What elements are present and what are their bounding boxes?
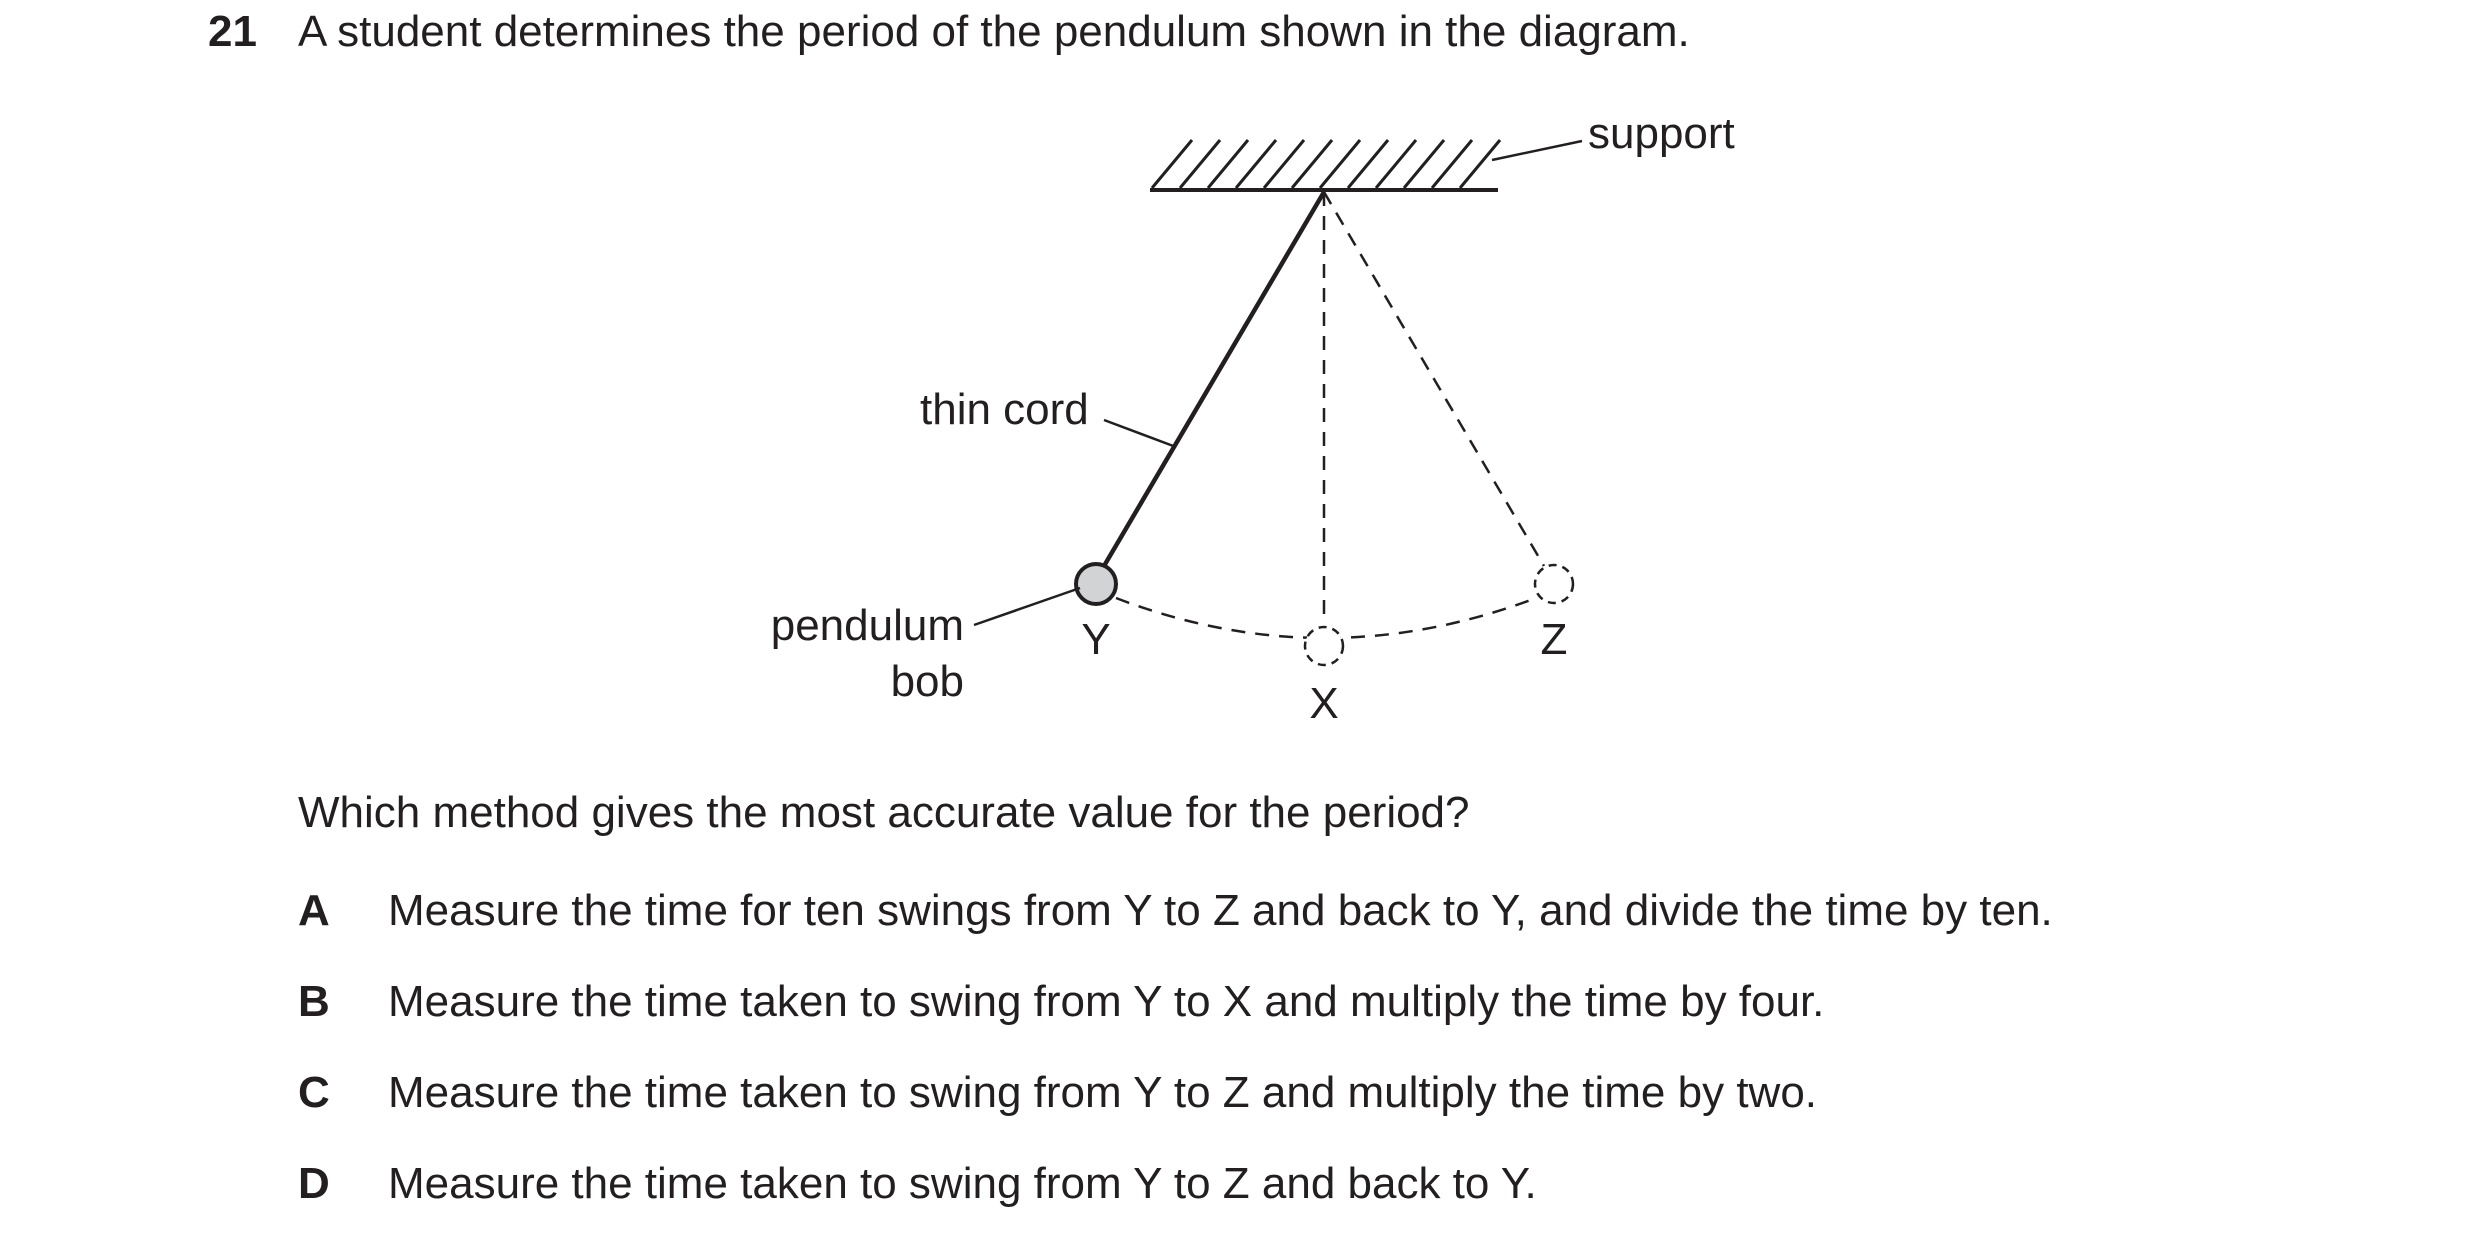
- thin-cord: [1104, 192, 1324, 566]
- support-hatching: [1152, 140, 1500, 188]
- question-stem: A student determines the period of the pendulum shown in the diagram.: [298, 7, 1690, 56]
- support-label: support: [1588, 109, 1735, 158]
- option-letter: A: [298, 886, 330, 935]
- question-number: 21: [208, 7, 257, 56]
- position-z-label: Z: [1540, 615, 1568, 664]
- thin-cord-label: thin cord: [920, 385, 1089, 434]
- option-letter: D: [298, 1159, 330, 1208]
- option-c[interactable]: [298, 1065, 1817, 1121]
- cord-to-z-dashed: [1324, 192, 1544, 566]
- option-letter: C: [298, 1068, 330, 1117]
- option-text: Measure the time taken to swing from Y to Z and back to Y.: [388, 1159, 1537, 1208]
- thin-cord-leader-line: [1104, 420, 1176, 447]
- support-leader-line: [1492, 141, 1582, 160]
- option-a[interactable]: [298, 883, 2053, 939]
- bob-position-x: [1305, 627, 1343, 665]
- option-text: Measure the time taken to swing from Y to X and multiply the time by four.: [388, 977, 1825, 1026]
- position-y-label: Y: [1081, 615, 1111, 664]
- pendulum-bob-label-line1: pendulum: [770, 601, 964, 650]
- pendulum-bob-leader-line: [974, 588, 1080, 625]
- bob-position-z: [1535, 565, 1573, 603]
- question-prompt: Which method gives the most accurate value for the period?: [298, 788, 1470, 837]
- option-text: Measure the time for ten swings from Y to Z and back to Y, and divide the time by ten.: [388, 886, 2053, 935]
- pendulum-bob-label-line2: bob: [890, 657, 964, 706]
- option-b[interactable]: [298, 974, 1824, 1030]
- option-letter: B: [298, 977, 330, 1026]
- position-x-label: X: [1309, 679, 1339, 728]
- option-d[interactable]: [298, 1156, 1537, 1212]
- pendulum-bob: [1076, 564, 1116, 604]
- option-text: Measure the time taken to swing from Y to Z and multiply the time by two.: [388, 1068, 1818, 1117]
